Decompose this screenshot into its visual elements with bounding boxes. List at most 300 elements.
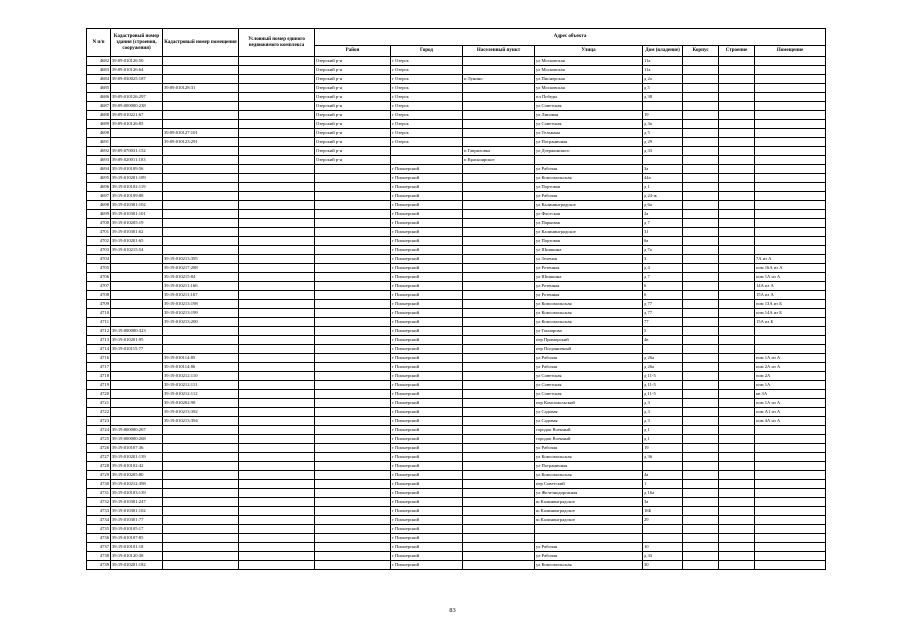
table-row [87, 219, 826, 228]
cell-building-block [683, 237, 719, 246]
cell-structure [719, 498, 755, 507]
cell-city: г Пионерский [391, 561, 463, 570]
cell-street: ул Рабочая [535, 543, 643, 552]
cell-street: ул Комсомольская [535, 309, 643, 318]
cell-district [315, 183, 391, 192]
cell-street [535, 525, 643, 534]
cell-settlement [463, 345, 535, 354]
cell-premise: 7А из А [755, 255, 826, 264]
cell-district [315, 444, 391, 453]
cell-building-block [683, 57, 719, 66]
cell-complex-number [239, 300, 315, 309]
cell-house: д 11-5 [643, 381, 683, 390]
cell-district: Озерский р-н [315, 84, 391, 93]
header-gorod: Город [391, 46, 463, 57]
cell-building-cadastral: 39:19:010107:36 [111, 444, 163, 453]
cell-city: г Пионерский [391, 516, 463, 525]
cell-house: 2а [643, 210, 683, 219]
cell-building-cadastral: 39:19:010301:101 [111, 210, 163, 219]
cell-house: 30 [643, 561, 683, 570]
cell-building-block [683, 228, 719, 237]
cell-complex-number [239, 561, 315, 570]
cell-row-number: 4735 [87, 525, 111, 534]
cell-street: ул Рабочая [535, 363, 643, 372]
cell-city: г Озерск [391, 129, 463, 138]
cell-building-cadastral [111, 84, 163, 93]
cell-premise-cadastral [163, 75, 239, 84]
table-row [87, 138, 826, 147]
cell-structure [719, 372, 755, 381]
cell-house: 6а [643, 237, 683, 246]
cell-row-number: 4711 [87, 318, 111, 327]
cell-building-cadastral [111, 291, 163, 300]
cell-structure [719, 543, 755, 552]
cell-row-number: 4708 [87, 291, 111, 300]
cell-house: д 38 [643, 93, 683, 102]
cell-city: г Пионерский [391, 228, 463, 237]
cell-house: 6 [643, 291, 683, 300]
cell-city: г Озерск [391, 120, 463, 129]
cell-house [643, 534, 683, 543]
cell-building-block [683, 363, 719, 372]
cell-premise-cadastral [163, 147, 239, 156]
cell-premise-cadastral [163, 219, 239, 228]
cell-house: 19 [643, 111, 683, 120]
cell-premise-cadastral: 39:19:010213:200 [163, 318, 239, 327]
cell-premise: пом 1А из А [755, 273, 826, 282]
cell-building-cadastral [111, 255, 163, 264]
cell-row-number: 4693 [87, 156, 111, 165]
cell-street: ул Советская [535, 372, 643, 381]
table-row [87, 165, 826, 174]
cell-district [315, 210, 391, 219]
cell-premise-cadastral [163, 102, 239, 111]
cell-street: ул Комсомольская [535, 300, 643, 309]
cell-complex-number [239, 120, 315, 129]
cell-house: 3а [643, 498, 683, 507]
cell-structure [719, 147, 755, 156]
table-row [87, 57, 826, 66]
cell-city: г Пионерский [391, 336, 463, 345]
cell-premise [755, 57, 826, 66]
cell-settlement [463, 237, 535, 246]
cell-structure [719, 174, 755, 183]
cell-premise-cadastral [163, 165, 239, 174]
cell-row-number: 4697 [87, 192, 111, 201]
cell-structure [719, 561, 755, 570]
table-row [87, 534, 826, 543]
cell-city: г Пионерский [391, 354, 463, 363]
cell-building-cadastral: 39:09:010126:64 [111, 66, 163, 75]
cell-complex-number [239, 507, 315, 516]
cell-street: ул Комсомольская [535, 561, 643, 570]
cell-settlement [463, 534, 535, 543]
cell-settlement [463, 435, 535, 444]
cell-district [315, 408, 391, 417]
cell-building-block [683, 453, 719, 462]
cell-row-number: 4721 [87, 399, 111, 408]
cell-building-block [683, 111, 719, 120]
cell-complex-number [239, 327, 315, 336]
cell-premise [755, 228, 826, 237]
cell-house: д 24-ж [643, 192, 683, 201]
cell-building-cadastral [111, 417, 163, 426]
cell-premise [755, 462, 826, 471]
cell-city: г Пионерский [391, 291, 463, 300]
cell-premise [755, 138, 826, 147]
cell-street: ул Дзержинского [535, 147, 643, 156]
cell-building-cadastral: 39:19:010212:398 [111, 480, 163, 489]
cell-city: г Пионерский [391, 399, 463, 408]
cell-district [315, 516, 391, 525]
cell-premise-cadastral [163, 174, 239, 183]
cell-street: ул Гончарова [535, 327, 643, 336]
cell-city: г Пионерский [391, 318, 463, 327]
cell-structure [719, 57, 755, 66]
cell-premise-cadastral [163, 507, 239, 516]
cell-complex-number [239, 417, 315, 426]
cell-building-cadastral [111, 318, 163, 327]
cell-settlement [463, 489, 535, 498]
cell-building-block [683, 129, 719, 138]
cell-row-number: 4705 [87, 264, 111, 273]
cell-district [315, 291, 391, 300]
cell-building-block [683, 156, 719, 165]
cell-premise-cadastral [163, 93, 239, 102]
cell-building-cadastral: 39:19:010101:18 [111, 543, 163, 552]
cell-settlement [463, 336, 535, 345]
cell-premise-cadastral: 39:19:010213:392 [163, 408, 239, 417]
table-row [87, 174, 826, 183]
cell-building-cadastral: 39:09:000000:238 [111, 102, 163, 111]
cell-settlement [463, 183, 535, 192]
cell-street: пер Советский [535, 480, 643, 489]
cell-city: г Пионерский [391, 363, 463, 372]
cell-house: д 26а [643, 363, 683, 372]
cell-city: г Озерск [391, 93, 463, 102]
cell-city: г Пионерский [391, 381, 463, 390]
cell-district [315, 300, 391, 309]
cell-building-cadastral: 39:19:010103:139 [111, 489, 163, 498]
cell-building-cadastral: 39:19:000000:323 [111, 327, 163, 336]
cell-street: ул Рабочая [535, 354, 643, 363]
cell-city: г Пионерский [391, 489, 463, 498]
cell-building-block [683, 246, 719, 255]
cell-district: Озерский р-н [315, 66, 391, 75]
cell-building-cadastral: 39:09:010126:50 [111, 57, 163, 66]
cell-row-number: 4723 [87, 417, 111, 426]
cell-district [315, 390, 391, 399]
cell-structure [719, 417, 755, 426]
cell-building-cadastral [111, 282, 163, 291]
cell-building-block [683, 426, 719, 435]
cell-row-number: 4713 [87, 336, 111, 345]
cell-row-number: 4709 [87, 300, 111, 309]
table-row [87, 453, 826, 462]
cell-district [315, 174, 391, 183]
cell-premise-cadastral [163, 543, 239, 552]
cell-settlement [463, 120, 535, 129]
header-cond-complex: Условный номер единого недвижимого комплекса [239, 29, 315, 57]
cell-complex-number [239, 471, 315, 480]
cell-row-number: 4706 [87, 273, 111, 282]
table-row [87, 372, 826, 381]
table-row [87, 111, 826, 120]
cell-structure [719, 327, 755, 336]
cell-city: г Пионерский [391, 534, 463, 543]
cell-premise-cadastral [163, 345, 239, 354]
cell-premise [755, 66, 826, 75]
cell-building-cadastral [111, 354, 163, 363]
cell-row-number: 4728 [87, 462, 111, 471]
cell-settlement [463, 462, 535, 471]
cell-building-cadastral: 39:19:010120:38 [111, 552, 163, 561]
cell-row-number: 4739 [87, 561, 111, 570]
cell-structure [719, 390, 755, 399]
registry-table [86, 28, 826, 570]
cell-building-block [683, 534, 719, 543]
cell-city: г Озерск [391, 57, 463, 66]
cell-settlement [463, 129, 535, 138]
cell-structure [719, 75, 755, 84]
cell-settlement [463, 327, 535, 336]
cell-house: 6 [643, 282, 683, 291]
cell-house: 3 [643, 255, 683, 264]
cell-complex-number [239, 237, 315, 246]
cell-street: ул Советская [535, 390, 643, 399]
cell-street: пл Победы [535, 93, 643, 102]
cell-premise-cadastral [163, 534, 239, 543]
cell-building-block [683, 201, 719, 210]
header-cad-building: Кадастровый номер здания (строения, сооружения) [111, 29, 163, 57]
table-row [87, 300, 826, 309]
cell-building-cadastral [111, 264, 163, 273]
cell-premise [755, 147, 826, 156]
cell-district [315, 363, 391, 372]
cell-premise-cadastral [163, 426, 239, 435]
cell-house: 11а [643, 57, 683, 66]
cell-premise [755, 453, 826, 462]
cell-house: д 7а [643, 246, 683, 255]
cell-street: ул Комсомольская [535, 453, 643, 462]
cell-house [643, 525, 683, 534]
cell-city: г Пионерский [391, 165, 463, 174]
cell-row-number: 4712 [87, 327, 111, 336]
cell-structure [719, 309, 755, 318]
header-ulica: Улица [535, 46, 643, 57]
cell-settlement [463, 174, 535, 183]
cell-row-number: 4718 [87, 372, 111, 381]
cell-premise-cadastral [163, 210, 239, 219]
cell-district [315, 462, 391, 471]
cell-row-number: 4700 [87, 219, 111, 228]
table-row [87, 102, 826, 111]
table-row [87, 201, 826, 210]
cell-house: д 3 [643, 399, 683, 408]
cell-building-block [683, 165, 719, 174]
cell-street: городок Военный [535, 435, 643, 444]
cell-city: г Пионерский [391, 435, 463, 444]
cell-house: 4в [643, 336, 683, 345]
cell-settlement [463, 480, 535, 489]
cell-building-cadastral: 39:19:010301:102 [111, 507, 163, 516]
cell-premise: пом 4А из А [755, 417, 826, 426]
cell-house: 77 [643, 318, 683, 327]
cell-settlement [463, 543, 535, 552]
cell-district [315, 318, 391, 327]
cell-premise [755, 156, 826, 165]
cell-district [315, 237, 391, 246]
cell-row-number: 4731 [87, 489, 111, 498]
cell-row-number: 4738 [87, 552, 111, 561]
cell-street: ул Парковая [535, 219, 643, 228]
cell-row-number: 4689 [87, 120, 111, 129]
table-row [87, 435, 826, 444]
table-row [87, 120, 826, 129]
cell-street: ул Комсомольская [535, 174, 643, 183]
cell-house: д 1 [643, 426, 683, 435]
cell-house: 16Б [643, 507, 683, 516]
cell-street: пер Приморский [535, 336, 643, 345]
cell-house: 29 [643, 516, 683, 525]
cell-house: д 1 [643, 435, 683, 444]
cell-street: ш Калининградское [535, 498, 643, 507]
cell-district: Озерский р-н [315, 120, 391, 129]
cell-premise-cadastral: 39:19:010213:199 [163, 309, 239, 318]
cell-building-block [683, 561, 719, 570]
table-row [87, 318, 826, 327]
cell-premise-cadastral [163, 246, 239, 255]
cell-complex-number [239, 273, 315, 282]
cell-complex-number [239, 129, 315, 138]
cell-street: ул Рабочая [535, 552, 643, 561]
cell-street: ул Рабочая [535, 192, 643, 201]
cell-complex-number [239, 543, 315, 552]
cell-premise-cadastral [163, 201, 239, 210]
cell-building-cadastral [111, 300, 163, 309]
cell-building-cadastral: 39:19:010115:77 [111, 345, 163, 354]
cell-city: г Озерск [391, 84, 463, 93]
cell-street: ул Пионерская [535, 75, 643, 84]
cell-structure [719, 111, 755, 120]
cell-district [315, 219, 391, 228]
cell-house: д 7 [643, 273, 683, 282]
cell-complex-number [239, 228, 315, 237]
cell-complex-number [239, 390, 315, 399]
cell-house: д 33 [643, 552, 683, 561]
cell-district [315, 435, 391, 444]
cell-building-cadastral [111, 138, 163, 147]
cell-building-cadastral: 39:19:010102:42 [111, 462, 163, 471]
cell-building-block [683, 309, 719, 318]
cell-district: Озерский р-н [315, 129, 391, 138]
cell-district [315, 381, 391, 390]
cell-structure [719, 183, 755, 192]
cell-structure [719, 318, 755, 327]
cell-settlement [463, 300, 535, 309]
cell-settlement [463, 282, 535, 291]
cell-premise-cadastral [163, 111, 239, 120]
cell-building-block [683, 471, 719, 480]
cell-complex-number [239, 93, 315, 102]
cell-row-number: 4722 [87, 408, 111, 417]
cell-structure [719, 336, 755, 345]
cell-building-block [683, 93, 719, 102]
header-raion: Район [315, 46, 391, 57]
cell-building-cadastral: 39:19:010109:88 [111, 192, 163, 201]
cell-premise-cadastral: 39:19:010213:395 [163, 255, 239, 264]
header-dom: Дом (владение) [643, 46, 683, 57]
cell-complex-number [239, 399, 315, 408]
cell-complex-number [239, 381, 315, 390]
cell-building-block [683, 552, 719, 561]
table-row [87, 156, 826, 165]
cell-house: д 36 [643, 453, 683, 462]
cell-complex-number [239, 156, 315, 165]
cell-premise-cadastral [163, 444, 239, 453]
cell-row-number: 4734 [87, 516, 111, 525]
cell-structure [719, 381, 755, 390]
cell-settlement [463, 417, 535, 426]
cell-district [315, 417, 391, 426]
cell-district [315, 507, 391, 516]
cell-structure [719, 363, 755, 372]
cell-premise [755, 75, 826, 84]
table-row [87, 471, 826, 480]
cell-district [315, 525, 391, 534]
cell-house: д 3а [643, 120, 683, 129]
cell-settlement [463, 291, 535, 300]
cell-row-number: 4690 [87, 129, 111, 138]
cell-row-number: 4724 [87, 426, 111, 435]
cell-premise [755, 165, 826, 174]
cell-premise-cadastral: 39:19:010217:288 [163, 264, 239, 273]
cell-city: г Пионерский [391, 210, 463, 219]
cell-premise-cadastral [163, 327, 239, 336]
cell-premise: пом 13А из Б [755, 300, 826, 309]
table-row [87, 345, 826, 354]
cell-complex-number [239, 255, 315, 264]
cell-building-cadastral [111, 273, 163, 282]
cell-house: 44а [643, 174, 683, 183]
cell-district [315, 273, 391, 282]
cell-building-cadastral: 39:19:010109:56 [111, 165, 163, 174]
cell-complex-number [239, 372, 315, 381]
cell-city: г Озерск [391, 111, 463, 120]
cell-premise-cadastral: 39:19:010213:394 [163, 417, 239, 426]
cell-city: г Озерск [391, 66, 463, 75]
cell-city: г Озерск [391, 102, 463, 111]
cell-structure [719, 192, 755, 201]
cell-complex-number [239, 282, 315, 291]
cell-premise: пом 1А из А [755, 399, 826, 408]
cell-settlement [463, 354, 535, 363]
cell-city: г Пионерский [391, 264, 463, 273]
cell-house [643, 345, 683, 354]
table-row [87, 255, 826, 264]
cell-district: Озерский р-н [315, 156, 391, 165]
cell-settlement [463, 390, 535, 399]
cell-structure [719, 102, 755, 111]
cell-row-number: 4710 [87, 309, 111, 318]
cell-city: г Пионерский [391, 300, 463, 309]
table-row [87, 543, 826, 552]
cell-city: г Пионерский [391, 246, 463, 255]
cell-complex-number [239, 426, 315, 435]
cell-building-cadastral: 39:19:010205:80 [111, 471, 163, 480]
cell-district [315, 453, 391, 462]
cell-complex-number [239, 318, 315, 327]
